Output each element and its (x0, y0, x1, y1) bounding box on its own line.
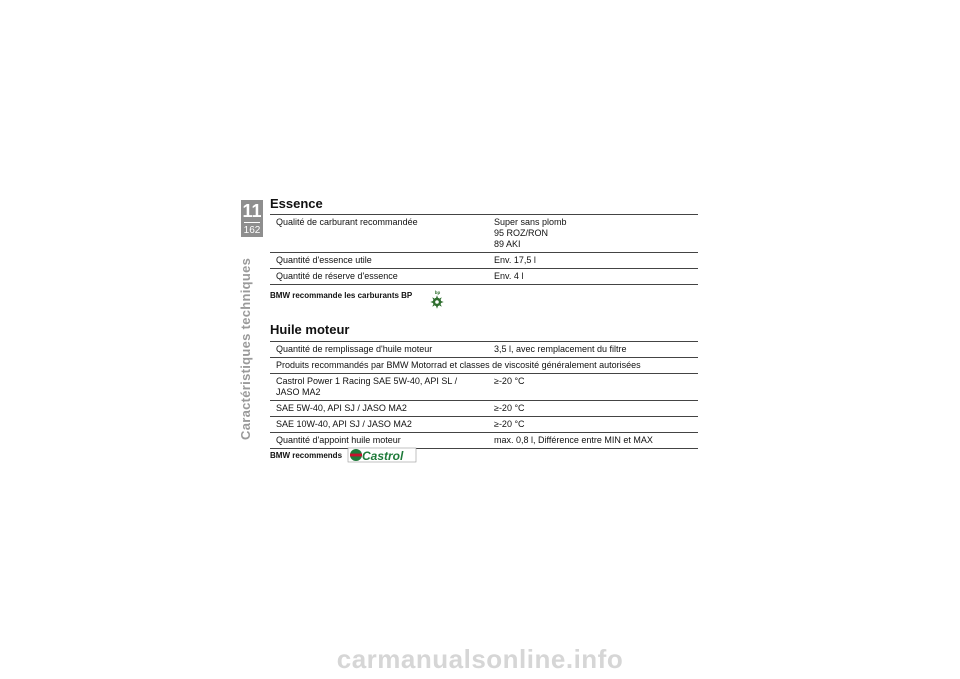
table-cell-value: Env. 17,5 l (488, 253, 698, 269)
table-row (270, 401, 698, 417)
huile-heading: Huile moteur (270, 322, 350, 337)
page-number: 162 (243, 225, 261, 236)
table-cell-label: Quantité d'essence utile (270, 253, 488, 269)
table-cell-full: Produits recommandés par BMW Motorrad et classes de viscosité généralement autorisées (270, 358, 698, 374)
castrol-recommendation: BMW recommends (270, 451, 343, 460)
table-cell-label: Quantité de réserve d'essence (270, 269, 488, 285)
table-cell-value: ≥-20 °C (488, 374, 698, 401)
value-line: 89 AKI (494, 239, 521, 249)
bp-logo-text: bp (434, 290, 441, 295)
chapter-tab (241, 200, 263, 237)
essence-table (270, 214, 698, 285)
table-row (270, 253, 698, 269)
table-cell-label: SAE 5W-40, API SJ / JASO MA2 (270, 401, 488, 417)
label-line: JASO MA2 (276, 387, 321, 397)
table-row (270, 374, 698, 401)
castrol-logo-icon (347, 446, 417, 464)
table-cell-value: max. 0,8 l, Différence entre MIN et MAX (488, 433, 698, 449)
table-cell-label: SAE 10W-40, API SJ / JASO MA2 (270, 417, 488, 433)
chapter-side-title: Caractéristiques techniques (238, 257, 253, 440)
table-row (270, 358, 698, 374)
value-line: Super sans plomb (494, 217, 567, 227)
table-row (270, 342, 698, 358)
table-cell-label: Quantité de remplissage d'huile moteur (270, 342, 488, 358)
castrol-logo-text: Castrol (362, 449, 404, 463)
bp-recommendation: BMW recommande les carburants BP (270, 291, 413, 300)
table-cell-value: ≥-20 °C (488, 417, 698, 433)
value-line: 95 ROZ/RON (494, 228, 549, 238)
bp-logo-icon (429, 289, 445, 309)
table-cell-value (488, 215, 698, 253)
huile-table (270, 341, 698, 449)
table-cell-value: ≥-20 °C (488, 401, 698, 417)
watermark: carmanualsonline.info (336, 644, 624, 674)
chapter-divider (244, 222, 260, 223)
table-cell-label: Qualité de carburant recommandée (270, 215, 488, 253)
essence-heading: Essence (270, 196, 323, 211)
table-row (270, 215, 698, 253)
label-line: Castrol Power 1 Racing SAE 5W-40, API SL / (276, 376, 458, 386)
table-cell-value: 3,5 l, avec remplacement du filtre (488, 342, 698, 358)
chapter-number: 11 (242, 201, 262, 221)
table-cell-label: Quantité d'appoint huile moteur (270, 433, 488, 449)
table-row (270, 417, 698, 433)
table-row (270, 433, 698, 449)
table-cell-value: Env. 4 l (488, 269, 698, 285)
table-cell-label (270, 374, 488, 401)
table-row (270, 269, 698, 285)
